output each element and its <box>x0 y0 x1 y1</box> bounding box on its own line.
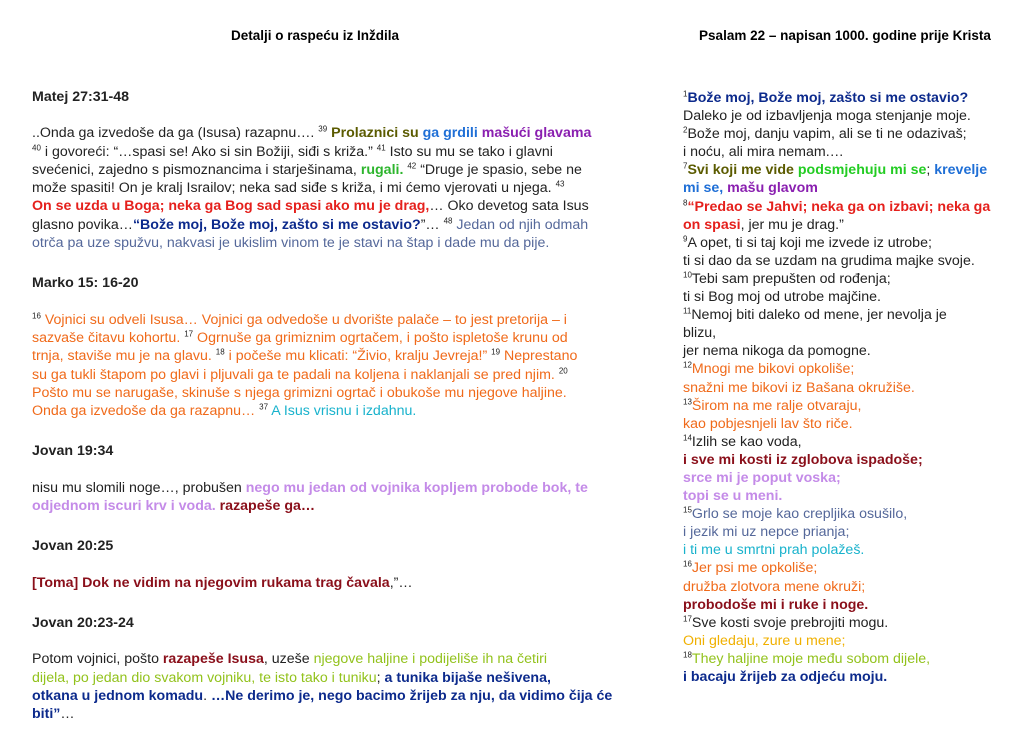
text-run: Bože moj, Bože moj, zašto si me ostavio? <box>687 90 969 106</box>
text-run: topi se u meni. <box>683 488 783 505</box>
text-run: Sve kosti svoje prebrojiti mogu. <box>691 614 889 631</box>
text-run: otkana u jednom komadu <box>32 687 204 704</box>
psalm-line <box>683 559 983 577</box>
text-run: kao pobjesnjeli lav što riče. <box>683 415 853 432</box>
psalm-line <box>683 89 983 107</box>
psalm-line <box>683 650 983 668</box>
text-run: biti” <box>32 706 61 723</box>
psalm-line <box>683 578 983 596</box>
text-run: jer nema nikoga da pomogne. <box>683 343 871 360</box>
text-run: …Ne derimo je, nego bacimo žrijeb za nju, da vidimo čija će <box>210 687 613 704</box>
text-run: i govoreći: “…spasi se! Ako si sin Božiji, siđi s križa.” <box>40 143 377 160</box>
verse-number: 39 <box>318 124 328 134</box>
text-run: mašući glavama <box>481 125 592 142</box>
text-run: Nemoj biti daleko od mene, jer nevolja je <box>691 307 947 324</box>
text-run: ti si dao da se uzdam na grudima majke svoje. <box>683 252 975 269</box>
text-run: ..Onda ga izvedoše da ga (Isusa) razapnu…. <box>32 125 319 142</box>
text-run: Prolaznici su <box>327 125 423 142</box>
verse-number: 18 <box>683 650 692 660</box>
text-run: Tebi sam prepušten od rođenja; <box>691 270 891 287</box>
text-run: on spasi <box>683 216 741 233</box>
text-run: probodoše mi i ruke i noge. <box>683 596 869 613</box>
verse-number: 12 <box>683 360 692 370</box>
psalm-line <box>683 668 983 686</box>
scripture-reference: Jovan 19:34 <box>32 443 114 460</box>
text-run: ; <box>926 162 935 179</box>
psalm-line <box>683 614 983 632</box>
text-run: Vojnici su odveli Isusa… Vojnici ga odvedoše u dvorište palače – to jest pretorija – i <box>40 311 567 328</box>
text-run: Daleko je od izbavljenja moga stenjanje moje. <box>683 108 971 125</box>
text-run: Grlo se moje kao crepljika osušilo, <box>691 506 908 523</box>
verse-number: 11 <box>683 306 692 316</box>
text-run: , uzeše <box>263 651 314 668</box>
scripture-passage <box>32 650 617 723</box>
text-run: srce mi je poput voska; <box>683 469 841 486</box>
text-run: i bacaju žrijeb za odjeću moju. <box>683 669 888 685</box>
text-run: ”… <box>420 216 444 233</box>
text-run: [Toma] Dok ne vidim na njegovim rukama trag čavala <box>32 574 390 591</box>
text-run: i ti me u smrtni prah polažeš. <box>683 542 865 559</box>
text-run: rugali. <box>360 161 404 178</box>
text-run: … Oko devetog sata Isus <box>429 198 589 215</box>
text-run: … <box>60 706 75 723</box>
text-run: Jedan od njih odmah <box>452 216 589 233</box>
psalm-line <box>683 523 983 541</box>
text-run: svećenici, zajedno s pismoznancima i starješinama, <box>32 161 361 178</box>
scripture-passage <box>32 574 617 592</box>
text-run: They haljine moje među sobom dijele, <box>691 650 931 667</box>
text-run: dijela, po jedan dio svakom vojniku, te isto tako i tuniku <box>32 669 377 686</box>
text-run: podsmjehuju mi se <box>797 162 927 179</box>
text-run: nisu mu slomili noge…, probušen <box>32 479 246 496</box>
psalm-line <box>683 252 983 270</box>
text-run: su ga tukli štapom po glavi i pljuvali ga te padali na koljena i naklanjali se pred njim. <box>32 366 559 383</box>
scripture-passage <box>32 479 617 516</box>
scripture-reference: Matej 27:31-48 <box>32 89 129 105</box>
text-run: . <box>203 687 211 704</box>
text-run: ; <box>376 669 385 686</box>
text-run: A opet, ti si taj koji me izvede iz utrobe; <box>687 234 932 251</box>
verse-number: 41 <box>376 142 386 152</box>
text-run: i jezik mi uz nepce prianja; <box>683 524 850 541</box>
scripture-reference: Jovan 20:23-24 <box>32 614 134 631</box>
verse-number: 10 <box>683 270 692 280</box>
verse-number: 48 <box>443 216 453 226</box>
verse-number: 13 <box>683 396 692 406</box>
text-run: razapeše Isusa <box>162 651 264 668</box>
text-run: Širom na me ralje otvaraju, <box>691 397 862 414</box>
psalm-line <box>683 270 983 288</box>
scripture-reference: Jovan 20:25 <box>32 538 114 555</box>
verse-number: 40 <box>32 142 41 152</box>
psalm-line <box>683 342 983 360</box>
psalm-line <box>683 632 983 650</box>
verse-number: 15 <box>683 505 692 515</box>
psalm-line <box>683 216 983 234</box>
psalm-line <box>683 397 983 415</box>
psalm-line <box>683 360 983 378</box>
text-run: družba zlotvora mene okruži; <box>683 578 866 595</box>
text-run: sazvaše čitavu kohortu. <box>32 329 185 346</box>
text-run: krevelje <box>934 162 988 179</box>
psalm-line <box>683 143 983 161</box>
left-column-title: Detalji o raspeću iz Inždila <box>230 28 400 43</box>
text-run: “Druge je spasio, sebe ne <box>416 161 582 178</box>
psalm-line <box>683 306 983 324</box>
text-run: “Predao se Jahvi; neka ga on izbavi; neka ga <box>687 198 991 215</box>
text-run: ga grdili <box>422 125 482 142</box>
psalm-line <box>683 179 983 197</box>
text-run: mi se, <box>683 180 728 197</box>
verse-number: 43 <box>555 179 565 189</box>
text-run: Isto su mu se tako i glavni <box>385 143 553 160</box>
verse-number: 37 <box>259 402 269 412</box>
psalm-line <box>683 487 983 505</box>
text-run: može spasiti! On je kralj Israilov; neka sad siđe s križa, i mi ćemo vjerovati u njega. <box>32 180 556 197</box>
verse-number: 8 <box>683 197 688 207</box>
text-run: Potom vojnici, pošto <box>32 651 163 668</box>
text-run: a tunika bijaše nešivena, <box>384 669 551 686</box>
psalm-line <box>683 324 983 342</box>
psalm-line <box>683 415 983 433</box>
verse-number: 14 <box>683 433 692 443</box>
text-run: razapeše ga… <box>219 498 316 515</box>
verse-number: 16 <box>32 310 41 320</box>
psalm-line <box>683 451 983 469</box>
text-run: Izlih se kao voda, <box>691 433 802 450</box>
psalm-line <box>683 197 991 216</box>
text-run: njegove haljine i podijeliše ih na četiri <box>313 651 548 668</box>
text-run: On se uzda u Boga; neka ga Bog sad spasi ako mu je drag, <box>32 198 430 215</box>
psalm-line <box>683 234 983 252</box>
text-run: Ogrnuše ga grimiznim ogrtačem, i pošto ispletoše krunu od <box>193 329 568 346</box>
verse-number: 7 <box>683 161 688 171</box>
verse-number: 42 <box>407 161 417 171</box>
text-run: blizu, <box>683 325 717 342</box>
verse-number: 1 <box>683 89 688 99</box>
text-run: Pošto mu se narugaše, skinuše s njega grimizni ogrtač i obukoše mu njegove haljine. <box>32 384 567 401</box>
text-run: glasno povika… <box>32 216 133 233</box>
psalm-line <box>683 288 983 306</box>
text-run: A Isus vrisnu i izdahnu. <box>268 403 417 420</box>
text-run: Oni gledaju, zure u mene; <box>683 632 846 649</box>
psalm-line <box>683 433 983 451</box>
text-run: Mnogi me bikovi opkoliše; <box>691 361 855 378</box>
text-run: i noću, ali mira nemam.… <box>683 144 844 161</box>
text-run: ti si Bog moj od utrobe majčine. <box>683 289 881 306</box>
verse-number: 16 <box>683 559 692 569</box>
psalm-line <box>683 125 983 143</box>
psalm-column <box>683 89 991 686</box>
text-run: i sve mi kosti iz zglobova ispadoše; <box>683 451 923 468</box>
text-run: odjednom iscuri krv i voda. <box>32 498 216 515</box>
scripture-reference: Marko 15: 16-20 <box>32 275 139 292</box>
text-run: mašu glavom <box>727 180 818 197</box>
psalm-line <box>683 505 983 523</box>
text-run: nego mu jedan od vojnika kopljem probode bok, te <box>245 479 588 496</box>
gospel-column <box>32 88 617 723</box>
scripture-passage <box>32 124 617 252</box>
text-run: “Bože moj, Bože moj, zašto si me ostavio? <box>132 216 421 233</box>
scripture-passage <box>32 311 617 421</box>
psalm-line <box>683 469 983 487</box>
text-run: Svi koji me vide <box>687 162 798 179</box>
verse-number: 18 <box>215 347 225 357</box>
text-run: otrča pa uze spužvu, nakvasi je ukislim vinom te je stavi na štap i dade mu da pije. <box>32 235 550 252</box>
right-column-title: Psalam 22 – napisan 1000. godine prije Krista <box>699 28 991 43</box>
text-run: Onda ga izvedoše da ga razapnu… <box>32 403 260 420</box>
text-run: ,”… <box>389 574 413 591</box>
psalm-line <box>683 596 983 614</box>
verse-number: 17 <box>184 329 194 339</box>
text-run: trnja, staviše mu je na glavu. <box>32 348 216 365</box>
text-run: Bože moj, danju vapim, ali se ti ne odazivaš; <box>687 126 967 143</box>
text-run: , jer mu je drag.” <box>740 216 844 233</box>
verse-number: 19 <box>491 347 501 357</box>
psalm-line <box>683 107 983 125</box>
psalm-line <box>683 161 988 179</box>
psalm-line <box>683 541 983 559</box>
verse-number: 20 <box>558 365 568 375</box>
psalm-line <box>683 379 983 397</box>
verse-number: 9 <box>683 234 688 244</box>
text-run: snažni me bikovi iz Bašana okružiše. <box>683 379 915 396</box>
text-run: i počeše mu klicati: “Živio, kralju Jevreja!” <box>224 348 492 365</box>
verse-number: 17 <box>683 613 692 623</box>
text-run: Neprestano <box>500 348 578 365</box>
verse-number: 2 <box>683 125 688 135</box>
text-run: Jer psi me opkoliše; <box>691 560 818 577</box>
